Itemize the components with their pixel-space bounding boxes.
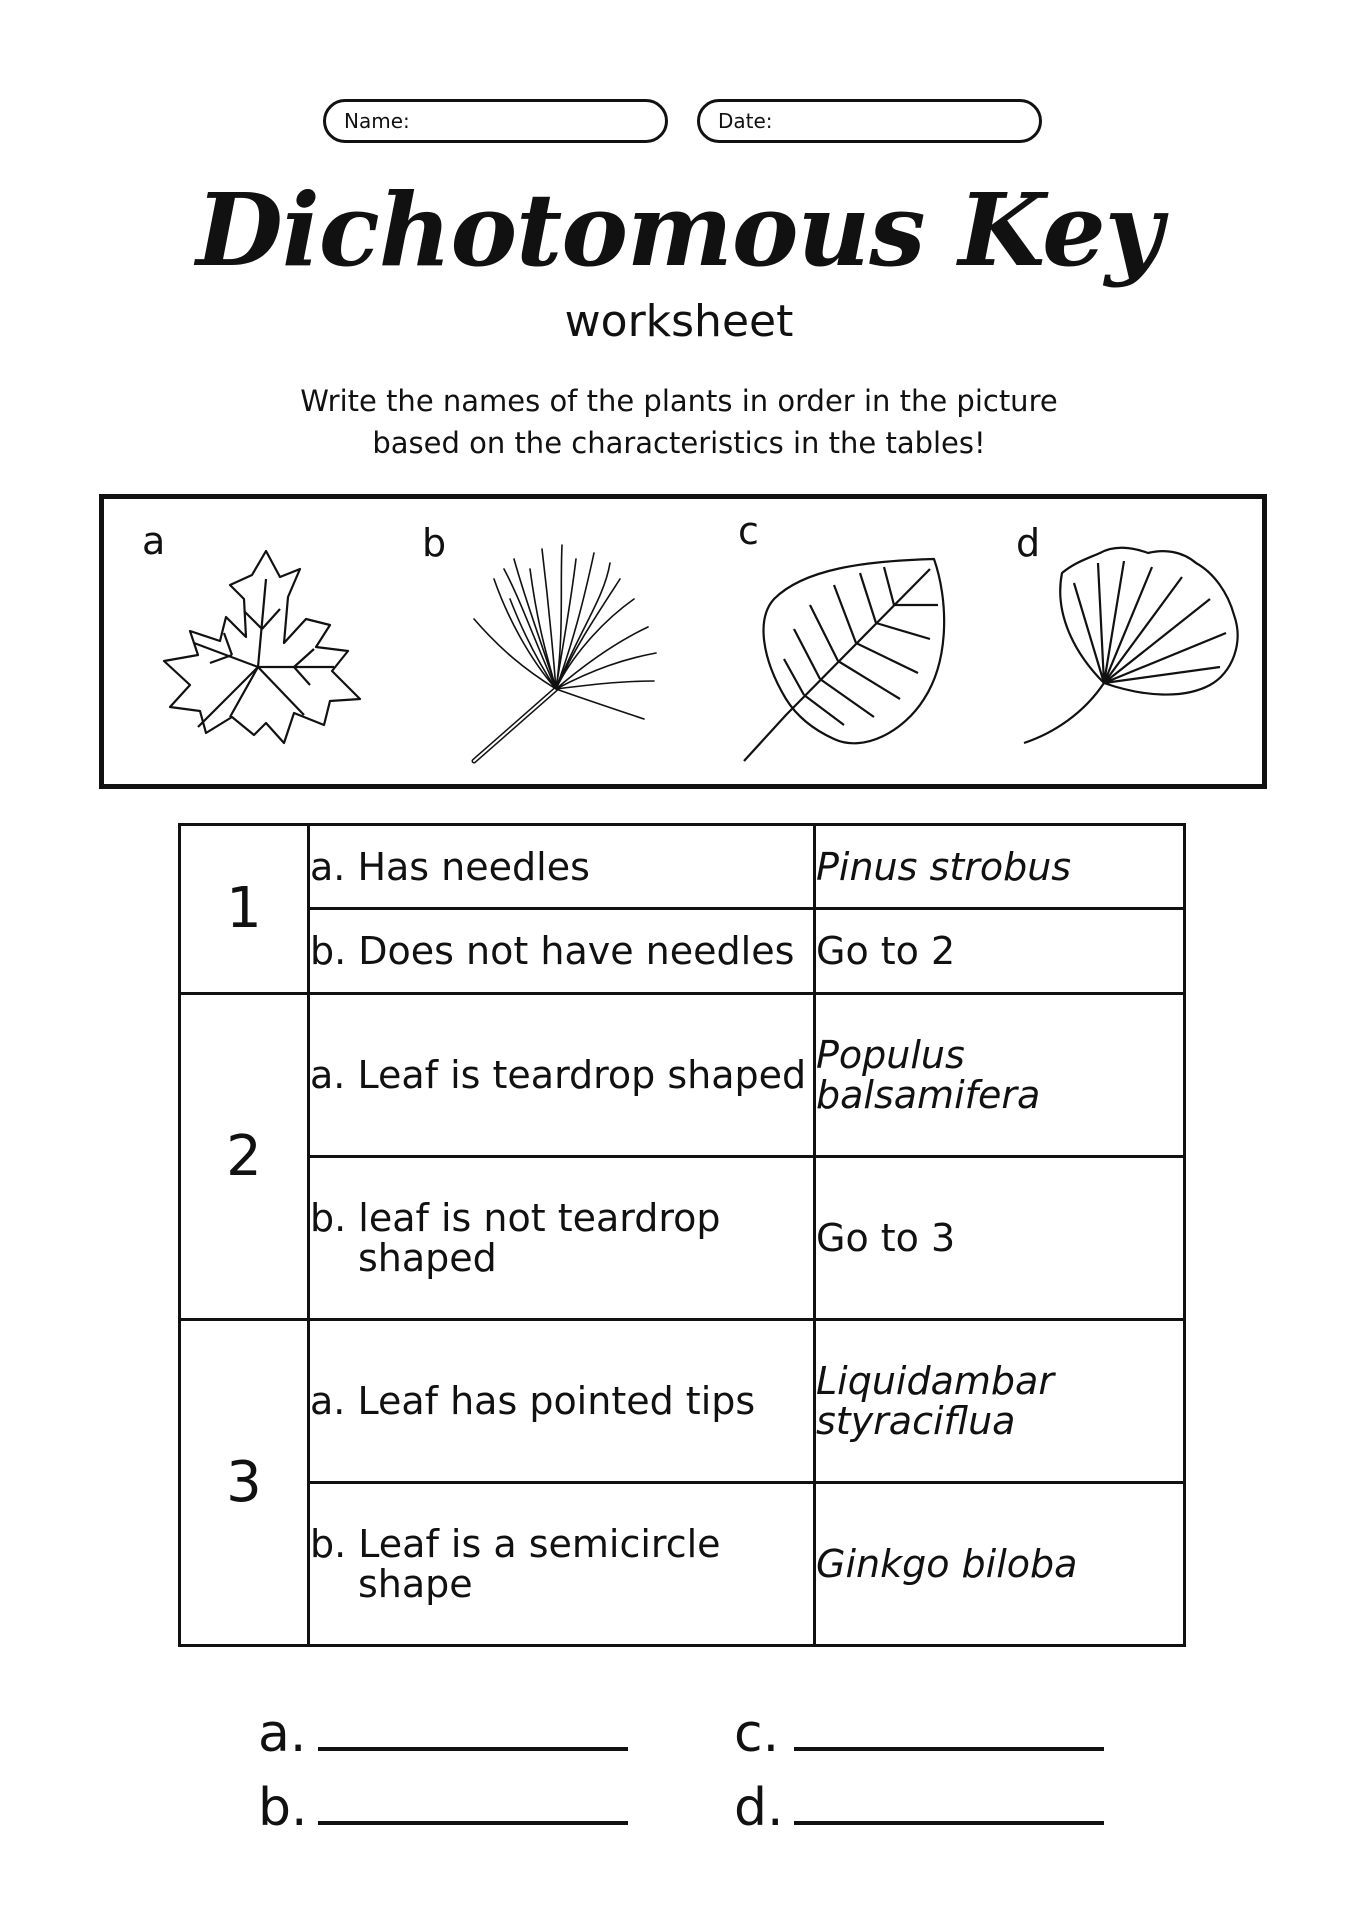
result-cell: Go to 2 — [815, 909, 1185, 993]
date-label: Date: — [718, 109, 773, 133]
instructions — [0, 380, 1358, 464]
table-row — [180, 909, 1185, 993]
table-row — [180, 993, 1185, 1156]
page-title: Dichotomous Key — [196, 171, 1162, 289]
instructions-line-1: Write the names of the plants in order in the picture — [300, 384, 1058, 418]
condition-text: b. leaf is not teardrop shaped — [310, 1195, 721, 1280]
ginkgo-leaf-icon — [1014, 533, 1254, 773]
answer-a[interactable] — [258, 1704, 628, 1764]
result-cell: Liquidambar styraciflua — [815, 1319, 1185, 1482]
condition-cell — [309, 993, 815, 1156]
result-cell: Pinus strobus — [815, 825, 1185, 909]
picture-letter-d: d — [1016, 521, 1041, 565]
answer-label-b: b. — [258, 1778, 308, 1838]
answer-line-b[interactable] — [318, 1781, 628, 1825]
answer-b[interactable] — [258, 1778, 628, 1838]
answer-label-d: d. — [734, 1778, 784, 1838]
picture-letter-b: b — [422, 521, 447, 565]
step-number: 2 — [180, 993, 309, 1319]
pine-needles-icon — [444, 539, 664, 779]
result-cell: Ginkgo biloba — [815, 1482, 1185, 1645]
answer-line-d[interactable] — [794, 1781, 1104, 1825]
table-row — [180, 1319, 1185, 1482]
page-subtitle: worksheet — [564, 296, 794, 347]
answer-d[interactable] — [734, 1778, 1104, 1838]
condition-cell — [309, 909, 815, 993]
result-cell: Go to 3 — [815, 1156, 1185, 1319]
answer-label-a: a. — [258, 1704, 307, 1764]
instructions-line-2: based on the characteristics in the tables! — [372, 426, 986, 460]
leaf-picture-box — [99, 494, 1267, 789]
condition-cell — [309, 1482, 815, 1645]
result-cell: Populus balsamifera — [815, 993, 1185, 1156]
table-row — [180, 1156, 1185, 1319]
condition-cell — [309, 1156, 815, 1319]
condition-text: a. Leaf is teardrop shaped — [310, 1052, 807, 1097]
table-row — [180, 1482, 1185, 1645]
date-field[interactable] — [697, 99, 1042, 143]
step-number: 1 — [180, 825, 309, 994]
name-label: Name: — [344, 109, 410, 133]
answer-line-a[interactable] — [318, 1707, 628, 1751]
step-number: 3 — [180, 1319, 309, 1645]
answer-line-c[interactable] — [794, 1707, 1104, 1751]
table-row — [180, 825, 1185, 909]
name-field[interactable] — [323, 99, 668, 143]
picture-letter-c: c — [738, 509, 759, 553]
condition-cell — [309, 1319, 815, 1482]
condition-cell — [309, 825, 815, 909]
condition-text: a. Leaf has pointed tips — [310, 1378, 756, 1423]
answer-label-c: c. — [734, 1704, 780, 1764]
condition-text: b. Does not have needles — [310, 929, 795, 974]
dichotomous-key-table — [178, 823, 1186, 1647]
answer-c[interactable] — [734, 1704, 1104, 1764]
picture-letter-a: a — [142, 519, 166, 563]
condition-text: a. Has needles — [310, 844, 590, 889]
poplar-leaf-icon — [734, 539, 964, 769]
condition-text: b. Leaf is a semicircle shape — [310, 1521, 721, 1606]
maple-leaf-icon — [134, 539, 374, 769]
